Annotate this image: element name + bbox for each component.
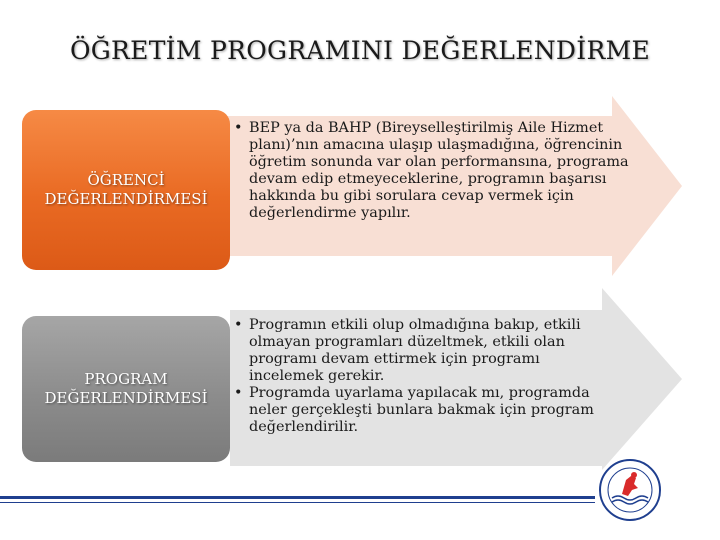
box-label-line1: ÖĞRENCİ bbox=[87, 171, 165, 189]
student-evaluation-box bbox=[22, 110, 230, 270]
student-evaluation-bullets bbox=[234, 120, 634, 222]
box-label-line2: DEĞERLENDİRMESİ bbox=[44, 190, 208, 208]
footer-rule bbox=[0, 496, 595, 499]
box-label-line1: PROGRAM bbox=[84, 370, 168, 388]
bullet-item: • BEP ya da BAHP (Bireyselleştirilmiş Aile Hizmet planı)’nın amacına ulaşıp ulaşmadığına, öğrencinin öğretim sonunda var olan performansına, programa devam edip etmeyeceklerine, programın başarısı hakkında bu gibi sorulara cevap vermek için değerlendirme yapılır. bbox=[234, 120, 634, 222]
program-evaluation-box bbox=[22, 316, 230, 462]
box-label-line2: DEĞERLENDİRMESİ bbox=[44, 389, 208, 407]
program-evaluation-bullets bbox=[234, 317, 614, 436]
footer-rule-thin bbox=[0, 502, 595, 503]
page-title: ÖĞRETİM PROGRAMINI DEĞERLENDİRME bbox=[69, 36, 651, 65]
university-logo-icon bbox=[598, 458, 662, 522]
bullet-item: • Programın etkili olup olmadığına bakıp, etkili olmayan programları düzeltmek, etkili olan programı devam ettirmek için programı incelemek gerekir. bbox=[234, 317, 614, 385]
bullet-item: • Programda uyarlama yapılacak mı, programda neler gerçekleşti bunlara bakmak için program değerlendirilir. bbox=[234, 385, 614, 436]
